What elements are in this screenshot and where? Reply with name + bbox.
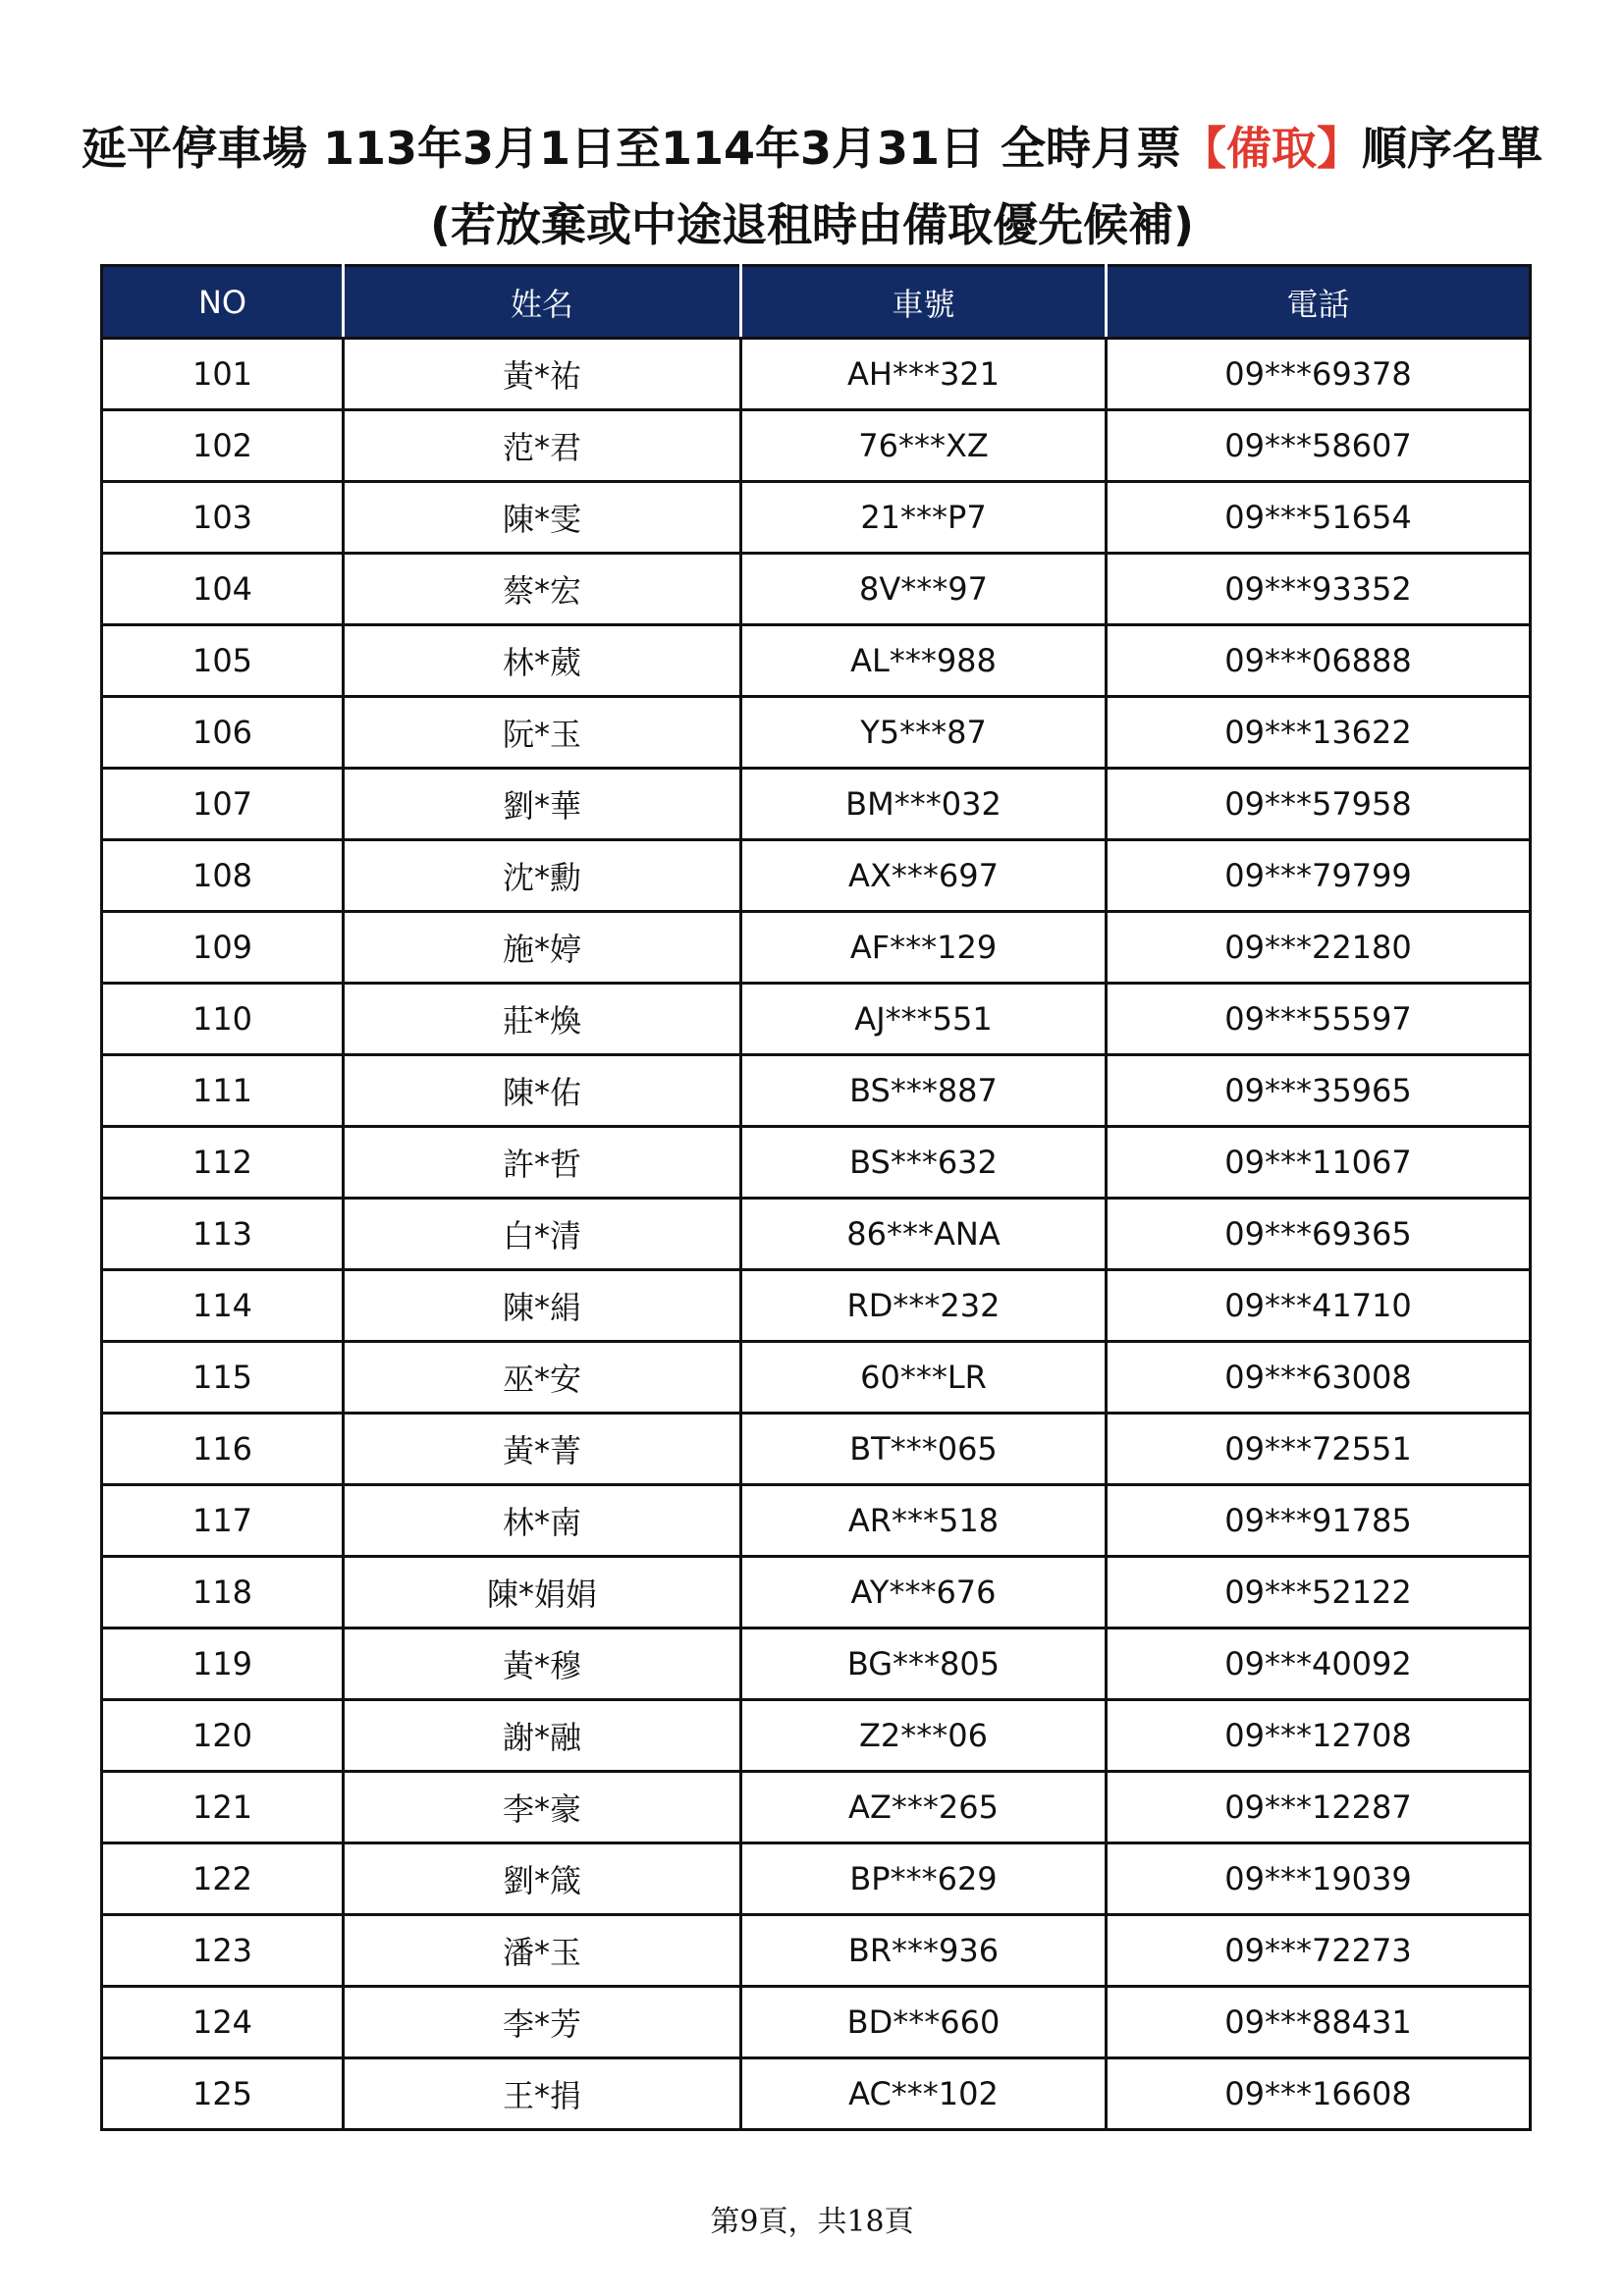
- cell-phone: 09***11067: [1107, 1127, 1531, 1199]
- cell-plate: BS***632: [741, 1127, 1107, 1199]
- cell-no: 117: [102, 1485, 344, 1557]
- table-row: [102, 1987, 1531, 2058]
- cell-name: 王*捐: [344, 2058, 741, 2130]
- cell-no: 106: [102, 697, 344, 769]
- cell-plate: Z2***06: [741, 1700, 1107, 1772]
- table-row: [102, 339, 1531, 410]
- cell-name: 劉*箴: [344, 1843, 741, 1915]
- cell-name: 林*葳: [344, 625, 741, 697]
- table-row: [102, 1915, 1531, 1987]
- column-header-no: NO: [102, 266, 344, 339]
- cell-no: 113: [102, 1199, 344, 1270]
- cell-phone: 09***16608: [1107, 2058, 1531, 2130]
- table-row: [102, 1629, 1531, 1700]
- cell-name: 李*豪: [344, 1772, 741, 1843]
- table-row: [102, 984, 1531, 1055]
- table-row: [102, 1199, 1531, 1270]
- cell-phone: 09***69365: [1107, 1199, 1531, 1270]
- cell-phone: 09***19039: [1107, 1843, 1531, 1915]
- table-row: [102, 1342, 1531, 1414]
- table-row: [102, 1485, 1531, 1557]
- cell-name: 白*清: [344, 1199, 741, 1270]
- cell-no: 103: [102, 482, 344, 554]
- cell-plate: AH***321: [741, 339, 1107, 410]
- cell-plate: 8V***97: [741, 554, 1107, 625]
- cell-name: 蔡*宏: [344, 554, 741, 625]
- cell-phone: 09***79799: [1107, 840, 1531, 912]
- cell-no: 123: [102, 1915, 344, 1987]
- cell-no: 124: [102, 1987, 344, 2058]
- cell-phone: 09***91785: [1107, 1485, 1531, 1557]
- cell-no: 115: [102, 1342, 344, 1414]
- cell-no: 125: [102, 2058, 344, 2130]
- cell-plate: Y5***87: [741, 697, 1107, 769]
- cell-name: 施*婷: [344, 912, 741, 984]
- table-row: [102, 1843, 1531, 1915]
- cell-no: 114: [102, 1270, 344, 1342]
- table-row: [102, 554, 1531, 625]
- cell-name: 黃*祐: [344, 339, 741, 410]
- cell-plate: AX***697: [741, 840, 1107, 912]
- table-row: [102, 1127, 1531, 1199]
- title-suffix: 順序名單: [1362, 122, 1543, 175]
- table-row: [102, 912, 1531, 984]
- cell-plate: 21***P7: [741, 482, 1107, 554]
- cell-no: 120: [102, 1700, 344, 1772]
- table-row: [102, 1700, 1531, 1772]
- table-row: [102, 410, 1531, 482]
- cell-phone: 09***72273: [1107, 1915, 1531, 1987]
- cell-no: 119: [102, 1629, 344, 1700]
- cell-name: 劉*華: [344, 769, 741, 840]
- cell-name: 巫*安: [344, 1342, 741, 1414]
- table-row: [102, 1055, 1531, 1127]
- table-row: [102, 1772, 1531, 1843]
- cell-name: 陳*雯: [344, 482, 741, 554]
- cell-no: 102: [102, 410, 344, 482]
- cell-name: 莊*煥: [344, 984, 741, 1055]
- cell-no: 108: [102, 840, 344, 912]
- cell-name: 范*君: [344, 410, 741, 482]
- cell-plate: AC***102: [741, 2058, 1107, 2130]
- table-body: [102, 339, 1531, 2130]
- cell-phone: 09***55597: [1107, 984, 1531, 1055]
- cell-phone: 09***41710: [1107, 1270, 1531, 1342]
- table-row: [102, 625, 1531, 697]
- cell-no: 122: [102, 1843, 344, 1915]
- table-header-row: [102, 266, 1531, 339]
- cell-plate: AR***518: [741, 1485, 1107, 1557]
- cell-phone: 09***69378: [1107, 339, 1531, 410]
- cell-plate: BM***032: [741, 769, 1107, 840]
- cell-phone: 09***58607: [1107, 410, 1531, 482]
- cell-phone: 09***52122: [1107, 1557, 1531, 1629]
- cell-phone: 09***12708: [1107, 1700, 1531, 1772]
- cell-no: 109: [102, 912, 344, 984]
- cell-plate: BP***629: [741, 1843, 1107, 1915]
- cell-phone: 09***22180: [1107, 912, 1531, 984]
- page-indicator: 第9頁，共18頁: [710, 2205, 914, 2239]
- cell-plate: 76***XZ: [741, 410, 1107, 482]
- title-highlight: 【備取】: [1181, 122, 1363, 175]
- cell-phone: 09***57958: [1107, 769, 1531, 840]
- page-title: [0, 114, 1624, 183]
- cell-plate: BT***065: [741, 1414, 1107, 1485]
- cell-name: 潘*玉: [344, 1915, 741, 1987]
- cell-phone: 09***06888: [1107, 625, 1531, 697]
- cell-name: 陳*絹: [344, 1270, 741, 1342]
- column-header-phone: 電話: [1107, 266, 1531, 339]
- cell-no: 104: [102, 554, 344, 625]
- cell-name: 阮*玉: [344, 697, 741, 769]
- cell-phone: 09***13622: [1107, 697, 1531, 769]
- cell-phone: 09***40092: [1107, 1629, 1531, 1700]
- table-row: [102, 2058, 1531, 2130]
- cell-plate: BR***936: [741, 1915, 1107, 1987]
- cell-phone: 09***88431: [1107, 1987, 1531, 2058]
- cell-plate: AZ***265: [741, 1772, 1107, 1843]
- cell-no: 101: [102, 339, 344, 410]
- cell-name: 林*南: [344, 1485, 741, 1557]
- table-row: [102, 769, 1531, 840]
- cell-plate: AJ***551: [741, 984, 1107, 1055]
- title-prefix: 延平停車場 113年3月1日至114年3月31日 全時月票: [81, 122, 1182, 175]
- cell-no: 105: [102, 625, 344, 697]
- cell-plate: RD***232: [741, 1270, 1107, 1342]
- table-row: [102, 697, 1531, 769]
- cell-name: 謝*融: [344, 1700, 741, 1772]
- cell-phone: 09***72551: [1107, 1414, 1531, 1485]
- table-row: [102, 840, 1531, 912]
- cell-phone: 09***93352: [1107, 554, 1531, 625]
- cell-plate: BG***805: [741, 1629, 1107, 1700]
- cell-no: 116: [102, 1414, 344, 1485]
- cell-plate: 60***LR: [741, 1342, 1107, 1414]
- column-header-name: 姓名: [344, 266, 741, 339]
- cell-plate: AL***988: [741, 625, 1107, 697]
- cell-name: 黃*菁: [344, 1414, 741, 1485]
- table-row: [102, 1270, 1531, 1342]
- cell-no: 121: [102, 1772, 344, 1843]
- cell-phone: 09***12287: [1107, 1772, 1531, 1843]
- cell-name: 李*芳: [344, 1987, 741, 2058]
- table-row: [102, 1414, 1531, 1485]
- waitlist-table: [100, 264, 1532, 2131]
- cell-no: 112: [102, 1127, 344, 1199]
- cell-name: 陳*佑: [344, 1055, 741, 1127]
- cell-plate: 86***ANA: [741, 1199, 1107, 1270]
- cell-plate: AF***129: [741, 912, 1107, 984]
- cell-no: 118: [102, 1557, 344, 1629]
- cell-phone: 09***35965: [1107, 1055, 1531, 1127]
- table-row: [102, 482, 1531, 554]
- column-header-plate: 車號: [741, 266, 1107, 339]
- cell-plate: AY***676: [741, 1557, 1107, 1629]
- page-subtitle: (若放棄或中途退租時由備取優先候補): [429, 198, 1195, 251]
- cell-phone: 09***51654: [1107, 482, 1531, 554]
- cell-name: 陳*娟娟: [344, 1557, 741, 1629]
- cell-name: 沈*勳: [344, 840, 741, 912]
- cell-plate: BD***660: [741, 1987, 1107, 2058]
- cell-no: 107: [102, 769, 344, 840]
- cell-name: 黃*穆: [344, 1629, 741, 1700]
- table-row: [102, 1557, 1531, 1629]
- cell-no: 111: [102, 1055, 344, 1127]
- cell-name: 許*哲: [344, 1127, 741, 1199]
- cell-plate: BS***887: [741, 1055, 1107, 1127]
- cell-no: 110: [102, 984, 344, 1055]
- cell-phone: 09***63008: [1107, 1342, 1531, 1414]
